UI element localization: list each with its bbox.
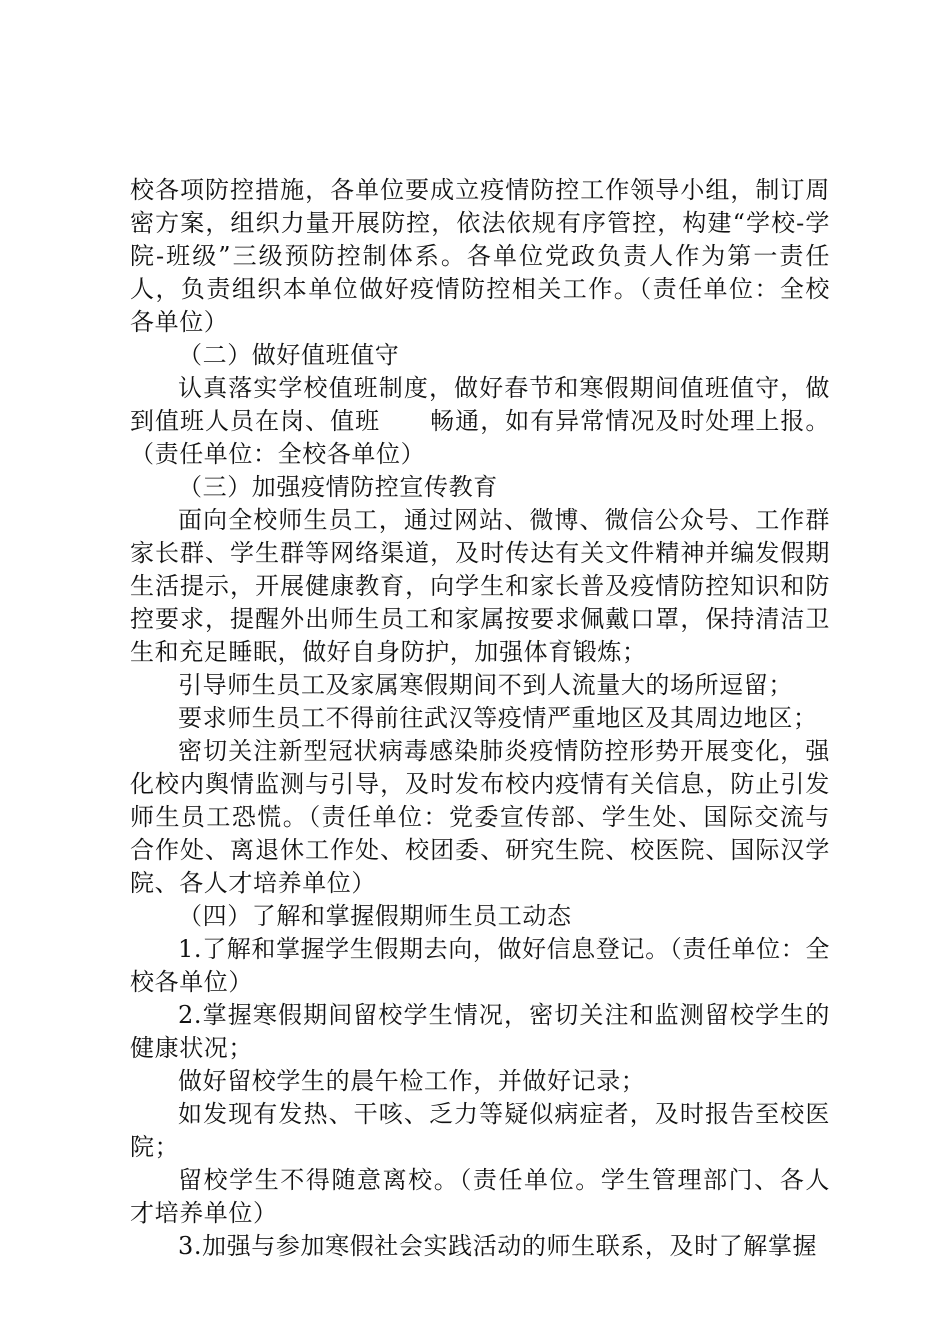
paragraph-public-opinion: 密切关注新型冠状病毒感染肺炎疫情防控形势开展变化，强化校内舆情监测与引导，及时发布校内疫情有关信息，防止引发师生员工恐慌。（责任单位：党委宣传部、学生处、国际交流与合作处、离退休工作处、校团委、研究生院、校医院、国际汉学院、各人才培养单位） [130,737,830,897]
paragraph-travel-restriction: 要求师生员工不得前往武汉等疫情严重地区及其周边地区； [178,704,818,732]
paragraph-morning-check: 做好留校学生的晨午检工作，并做好记录； [178,1067,646,1095]
section-heading-dynamics: （四）了解和掌握假期师生员工动态 [178,902,572,930]
paragraph-symptom-report: 如发现有发热、干咳、乏力等疑似病症者，及时报告至校医院； [130,1100,830,1161]
document-body [130,174,830,1263]
paragraph-item-1: 1.了解和掌握学生假期去向，做好信息登记。（责任单位：全校各单位） [130,935,830,996]
paragraph-publicity-channels: 面向全校师生员工，通过网站、微博、微信公众号、工作群家长群、学生群等网络渠道，及时传达有关文件精神并编发假期生活提示，开展健康教育，向学生和家长普及疫情防控知识和防控要求，提醒外出师生员工和家属按要求佩戴口罩，保持清洁卫生和充足睡眠，做好自身防护，加强体育锻炼； [130,506,830,666]
section-heading-duty: （二）做好值班值守 [178,341,400,369]
paragraph-guide-crowds: 引导师生员工及家属寒假期间不到人流量大的场所逗留； [178,671,793,699]
paragraph-item-2: 2.掌握寒假期间留校学生情况，密切关注和监测留校学生的健康状况； [130,1001,830,1062]
paragraph-no-leaving: 留校学生不得随意离校。（责任单位。学生管理部门、各人才培养单位） [130,1166,830,1227]
section-heading-publicity: （三）加强疫情防控宣传教育 [178,473,498,501]
paragraph-duty-system: 认真落实学校值班制度，做好春节和寒假期间值班值守，做到值班人员在岗、值班 畅通，如有异常情况及时处理上报。（责任单位：全校各单位） [130,374,830,468]
paragraph-prevention-measures: 校各项防控措施，各单位要成立疫情防控工作领导小组，制订周密方案，组织力量开展防控，依法依规有序管控，构建“学校-学院-班级”三级预防控制体系。各单位党政负责人作为第一责任人，负责组织本单位做好疫情防控相关工作。（责任单位：全校各单位） [130,176,830,336]
paragraph-item-3: 3.加强与参加寒假社会实践活动的师生联系，及时了解掌握 [178,1232,818,1260]
